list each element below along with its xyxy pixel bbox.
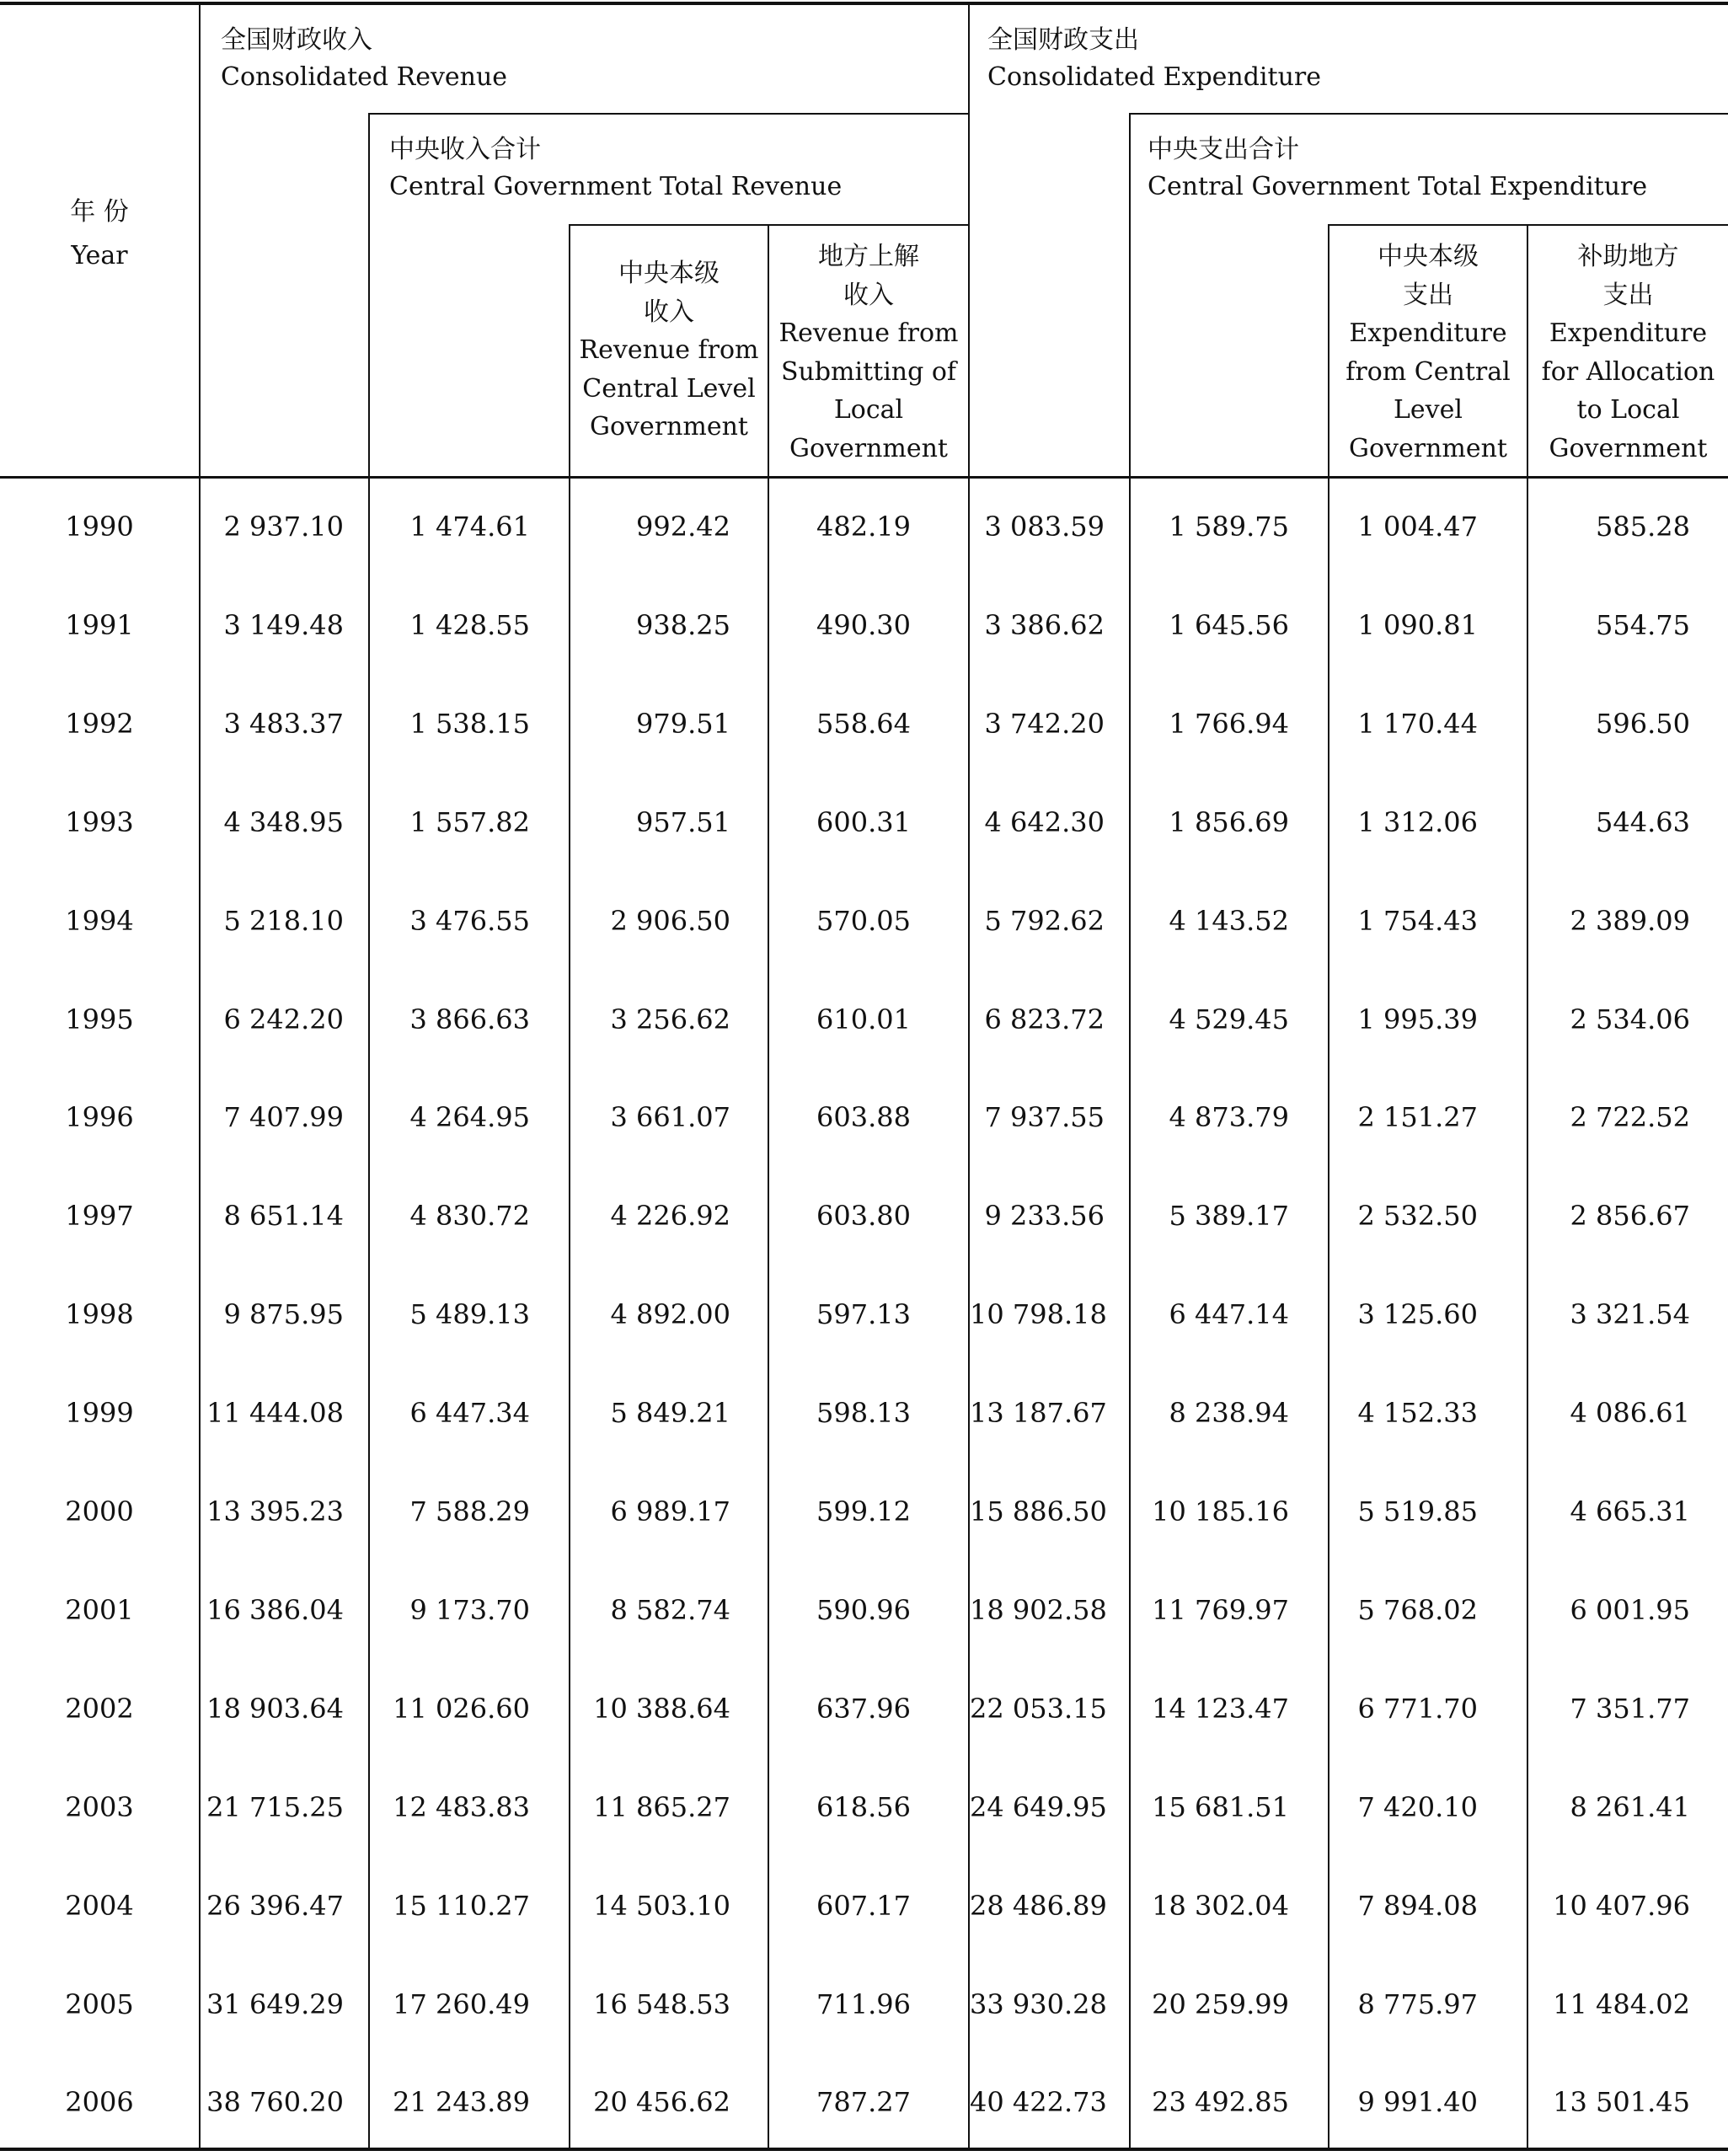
central-level-revenue-cell: 957.51 (636, 806, 730, 838)
central-level-revenue-cell: 992.42 (636, 511, 730, 543)
local-allocation-cell: 10 407.96 (1553, 1890, 1690, 1922)
local-allocation-cell: 585.28 (1596, 511, 1690, 543)
year-cell: 2004 (65, 1890, 134, 1922)
expenditure-cell: 5 792.62 (984, 905, 1105, 937)
header-bottom-rule (0, 476, 1728, 479)
year-cell: 1991 (65, 609, 134, 641)
central-level-expenditure-cell: 1 312.06 (1357, 806, 1478, 838)
local-allocation-cell: 2 856.67 (1570, 1200, 1690, 1232)
central-level-revenue-cell: 8 582.74 (610, 1594, 730, 1626)
central-revenue-cell: 15 110.27 (393, 1890, 530, 1922)
local-submit-cell: 598.13 (816, 1397, 911, 1429)
consolidated-revenue-header (221, 22, 945, 96)
central-level-revenue-cell: 2 906.50 (610, 905, 730, 937)
header-line: Government (789, 433, 948, 463)
year-cell: 2000 (65, 1495, 134, 1527)
header-line: Submitting of (780, 356, 957, 387)
header-line: to Local (1576, 395, 1680, 425)
central-level-revenue-cell: 3 256.62 (610, 1003, 730, 1035)
local-submit-cell: 618.56 (816, 1791, 911, 1823)
expenditure-cell: 3 742.20 (984, 708, 1105, 740)
local-allocation-cell: 8 261.41 (1570, 1791, 1690, 1823)
central-expenditure-cell: 4 873.79 (1169, 1101, 1289, 1133)
central-revenue-cell: 6 447.34 (409, 1397, 530, 1429)
revenue-cell: 5 218.10 (223, 905, 344, 937)
expenditure-cell: 13 187.67 (970, 1397, 1107, 1429)
revenue-cell: 3 149.48 (223, 609, 344, 641)
revenue-cell: 18 903.64 (206, 1693, 344, 1725)
expenditure-local-alloc-header (1528, 238, 1728, 468)
central-level-expenditure-cell: 6 771.70 (1357, 1693, 1478, 1725)
year-cell: 1996 (65, 1101, 134, 1133)
local-submit-cell: 603.80 (816, 1200, 911, 1232)
central-expenditure-cell: 6 447.14 (1169, 1298, 1289, 1330)
central-level-expenditure-cell: 5 768.02 (1357, 1594, 1478, 1626)
col-divider (199, 3, 201, 2149)
expenditure-cell: 10 798.18 (970, 1298, 1107, 1330)
central-level-expenditure-cell: 5 519.85 (1357, 1495, 1478, 1527)
revenue-local-submit-header (769, 238, 968, 468)
central-level-expenditure-cell: 3 125.60 (1357, 1298, 1478, 1330)
central-revenue-cell: 1 557.82 (409, 806, 530, 838)
local-submit-cell: 610.01 (816, 1003, 911, 1035)
local-submit-cell: 590.96 (816, 1594, 911, 1626)
central-level-revenue-cell: 20 456.62 (593, 2086, 730, 2118)
central-revenue-cn: 中央收入合计 (389, 135, 541, 164)
central-revenue-cell: 7 588.29 (409, 1495, 530, 1527)
revenue-cell: 2 937.10 (223, 511, 344, 543)
year-cell: 1992 (65, 708, 134, 740)
central-expenditure-cell: 8 238.94 (1169, 1397, 1289, 1429)
central-revenue-cell: 1 538.15 (409, 708, 530, 740)
expenditure-cell: 6 823.72 (984, 1003, 1105, 1035)
consolidated-revenue-cn: 全国财政收入 (221, 25, 372, 55)
revenue-cell: 4 348.95 (223, 806, 344, 838)
year-cell: 1998 (65, 1298, 134, 1330)
year-cell: 1997 (65, 1200, 134, 1232)
header-line: from Central (1345, 356, 1511, 387)
central-level-expenditure-cell: 7 420.10 (1357, 1791, 1478, 1823)
expenditure-cell: 7 937.55 (984, 1101, 1105, 1133)
bottom-rule (0, 2148, 1728, 2151)
central-revenue-header (389, 131, 962, 206)
revenue-cell: 21 715.25 (206, 1791, 344, 1823)
year-cell: 1994 (65, 905, 134, 937)
local-submit-cell: 490.30 (816, 609, 911, 641)
central-level-revenue-cell: 5 849.21 (610, 1397, 730, 1429)
col-divider (968, 3, 970, 2149)
central-expenditure-cell: 18 302.04 (1152, 1890, 1289, 1922)
local-submit-cell: 599.12 (816, 1495, 911, 1527)
central-level-expenditure-cell: 1 754.43 (1357, 905, 1478, 937)
central-revenue-cell: 3 866.63 (409, 1003, 530, 1035)
central-level-expenditure-cell: 1 090.81 (1357, 609, 1478, 641)
central-expenditure-cell: 14 123.47 (1152, 1693, 1289, 1725)
year-cell: 1995 (65, 1003, 134, 1035)
revenue-cell: 6 242.20 (223, 1003, 344, 1035)
header-line: 中央本级 (1378, 242, 1479, 271)
header-line: for Allocation (1541, 356, 1715, 387)
header-line: 地方上解 (818, 242, 919, 271)
central-level-revenue-cell: 4 892.00 (610, 1298, 730, 1330)
central-level-revenue-cell: 16 548.53 (593, 1988, 730, 2020)
revenue-cell: 13 395.23 (206, 1495, 344, 1527)
local-allocation-cell: 544.63 (1596, 806, 1690, 838)
expenditure-cell: 40 422.73 (970, 2086, 1107, 2118)
central-level-revenue-cell: 14 503.10 (593, 1890, 730, 1922)
expenditure-cell: 33 930.28 (970, 1988, 1107, 2020)
local-allocation-cell: 554.75 (1596, 609, 1690, 641)
central-level-expenditure-cell: 1 995.39 (1357, 1003, 1478, 1035)
central-revenue-cell: 1 474.61 (409, 511, 530, 543)
central-expenditure-cell: 10 185.16 (1152, 1495, 1289, 1527)
revenue-cell: 8 651.14 (223, 1200, 344, 1232)
local-submit-cell: 600.31 (816, 806, 911, 838)
central-revenue-cell: 9 173.70 (409, 1594, 530, 1626)
rule-central-revenue (368, 113, 968, 115)
consolidated-expenditure-en: Consolidated Expenditure (987, 62, 1321, 92)
expenditure-central-level-header (1329, 238, 1527, 468)
header-line: 收入 (644, 297, 694, 327)
header-line: Expenditure (1349, 318, 1507, 348)
central-level-revenue-cell: 4 226.92 (610, 1200, 730, 1232)
central-level-expenditure-cell: 7 894.08 (1357, 1890, 1478, 1922)
central-expenditure-cell: 1 856.69 (1169, 806, 1289, 838)
local-allocation-cell: 4 086.61 (1570, 1397, 1690, 1429)
header-line: 支出 (1602, 280, 1654, 310)
local-allocation-cell: 7 351.77 (1570, 1693, 1690, 1725)
year-cell: 2001 (65, 1594, 134, 1626)
local-allocation-cell: 2 534.06 (1570, 1003, 1690, 1035)
central-level-expenditure-cell: 2 151.27 (1357, 1101, 1478, 1133)
central-expenditure-en: Central Government Total Expenditure (1148, 172, 1648, 201)
year-cell: 2006 (65, 2086, 134, 2118)
central-revenue-cell: 1 428.55 (409, 609, 530, 641)
central-revenue-cell: 5 489.13 (409, 1298, 530, 1330)
revenue-cell: 31 649.29 (206, 1988, 344, 2020)
local-submit-cell: 558.64 (816, 708, 911, 740)
local-submit-cell: 637.96 (816, 1693, 911, 1725)
revenue-cell: 26 396.47 (206, 1890, 344, 1922)
central-level-expenditure-cell: 1 170.44 (1357, 708, 1478, 740)
year-cell: 1990 (65, 511, 134, 543)
central-expenditure-cell: 1 645.56 (1169, 609, 1289, 641)
local-allocation-cell: 2 722.52 (1570, 1101, 1690, 1133)
header-line: Revenue from (778, 318, 959, 348)
central-level-expenditure-cell: 1 004.47 (1357, 511, 1478, 543)
central-revenue-cell: 12 483.83 (393, 1791, 530, 1823)
central-expenditure-cell: 4 529.45 (1169, 1003, 1289, 1035)
local-submit-cell: 482.19 (816, 511, 911, 543)
central-level-revenue-cell: 938.25 (636, 609, 730, 641)
local-allocation-cell: 3 321.54 (1570, 1298, 1690, 1330)
central-revenue-cell: 3 476.55 (409, 905, 530, 937)
local-submit-cell: 711.96 (816, 1988, 911, 2020)
central-expenditure-cell: 5 389.17 (1169, 1200, 1289, 1232)
expenditure-cell: 3 386.62 (984, 609, 1105, 641)
central-level-revenue-cell: 11 865.27 (593, 1791, 730, 1823)
central-level-expenditure-cell: 8 775.97 (1357, 1988, 1478, 2020)
header-line: Revenue from (579, 335, 759, 365)
header-line: 补助地方 (1577, 242, 1679, 271)
local-allocation-cell: 596.50 (1596, 708, 1690, 740)
expenditure-cell: 4 642.30 (984, 806, 1105, 838)
year-cell: 2005 (65, 1988, 134, 2020)
local-allocation-cell: 4 665.31 (1570, 1495, 1690, 1527)
central-expenditure-cell: 4 143.52 (1169, 905, 1289, 937)
header-line: Expenditure (1549, 318, 1708, 348)
local-submit-cell: 570.05 (816, 905, 911, 937)
local-allocation-cell: 2 389.09 (1570, 905, 1690, 937)
revenue-cell: 11 444.08 (206, 1397, 344, 1429)
year-header-en: Year (71, 241, 128, 270)
rule-central-expenditure (1129, 113, 1728, 115)
year-header (0, 194, 199, 275)
revenue-central-level-header (570, 254, 768, 447)
header-line: Government (1549, 433, 1708, 463)
expenditure-cell: 3 083.59 (984, 511, 1105, 543)
header-line: Government (1349, 433, 1507, 463)
central-revenue-en: Central Government Total Revenue (389, 172, 843, 201)
top-rule (0, 2, 1728, 5)
local-submit-cell: 607.17 (816, 1890, 911, 1922)
central-revenue-cell: 4 830.72 (409, 1200, 530, 1232)
consolidated-expenditure-header (987, 22, 1712, 96)
year-cell: 2003 (65, 1791, 134, 1823)
header-line: Central Level (582, 373, 756, 404)
central-revenue-cell: 11 026.60 (393, 1693, 530, 1725)
header-line: 中央本级 (618, 259, 720, 288)
consolidated-revenue-en: Consolidated Revenue (221, 62, 508, 92)
expenditure-cell: 28 486.89 (970, 1890, 1107, 1922)
central-expenditure-cell: 20 259.99 (1152, 1988, 1289, 2020)
expenditure-cell: 15 886.50 (970, 1495, 1107, 1527)
header-line: Government (590, 412, 748, 441)
expenditure-cell: 18 902.58 (970, 1594, 1107, 1626)
central-expenditure-cell: 1 766.94 (1169, 708, 1289, 740)
year-cell: 1993 (65, 806, 134, 838)
revenue-cell: 16 386.04 (206, 1594, 344, 1626)
central-level-expenditure-cell: 4 152.33 (1357, 1397, 1478, 1429)
expenditure-cell: 22 053.15 (970, 1693, 1107, 1725)
revenue-cell: 9 875.95 (223, 1298, 344, 1330)
consolidated-expenditure-cn: 全国财政支出 (987, 25, 1139, 55)
revenue-cell: 7 407.99 (223, 1101, 344, 1133)
central-expenditure-cell: 15 681.51 (1152, 1791, 1289, 1823)
local-submit-cell: 787.27 (816, 2086, 911, 2118)
central-level-expenditure-cell: 2 532.50 (1357, 1200, 1478, 1232)
header-line: 支出 (1403, 280, 1453, 310)
central-level-revenue-cell: 6 989.17 (610, 1495, 730, 1527)
header-line: Level (1394, 395, 1463, 425)
central-revenue-cell: 4 264.95 (409, 1101, 530, 1133)
header-line: 收入 (843, 280, 894, 310)
local-submit-cell: 597.13 (816, 1298, 911, 1330)
central-level-revenue-cell: 10 388.64 (593, 1693, 730, 1725)
local-allocation-cell: 6 001.95 (1570, 1594, 1690, 1626)
central-expenditure-header (1148, 131, 1720, 206)
central-revenue-cell: 21 243.89 (393, 2086, 530, 2118)
central-revenue-cell: 17 260.49 (393, 1988, 530, 2020)
central-expenditure-cell: 1 589.75 (1169, 511, 1289, 543)
expenditure-cell: 24 649.95 (970, 1791, 1107, 1823)
central-expenditure-cn: 中央支出合计 (1148, 135, 1299, 164)
central-level-expenditure-cell: 9 991.40 (1357, 2086, 1478, 2118)
central-level-revenue-cell: 979.51 (636, 708, 730, 740)
year-cell: 1999 (65, 1397, 134, 1429)
central-level-revenue-cell: 3 661.07 (610, 1101, 730, 1133)
central-expenditure-cell: 11 769.97 (1152, 1594, 1289, 1626)
revenue-cell: 3 483.37 (223, 708, 344, 740)
header-line: Local (833, 395, 904, 425)
central-expenditure-cell: 23 492.85 (1152, 2086, 1289, 2118)
year-cell: 2002 (65, 1693, 134, 1725)
year-header-cn: 年 份 (70, 197, 129, 227)
local-submit-cell: 603.88 (816, 1101, 911, 1133)
expenditure-cell: 9 233.56 (984, 1200, 1105, 1232)
local-allocation-cell: 11 484.02 (1553, 1988, 1690, 2020)
local-allocation-cell: 13 501.45 (1553, 2086, 1690, 2118)
revenue-cell: 38 760.20 (206, 2086, 344, 2118)
